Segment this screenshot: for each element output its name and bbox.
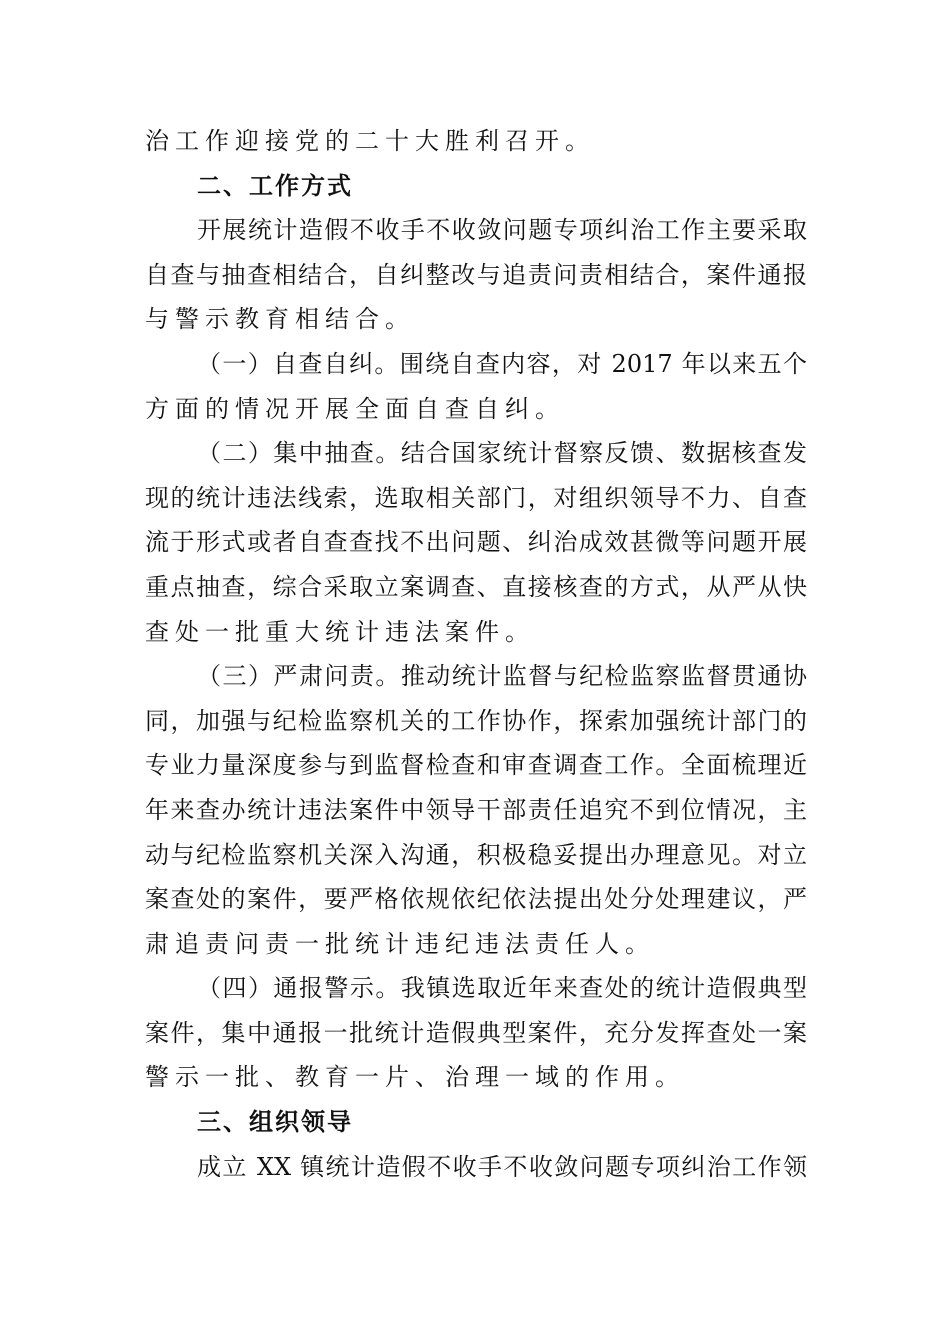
paragraph-line: 肃追责问责一批统计违纪违法责任人。 [145,929,655,958]
paragraph-line: 流于形式或者自查查找不出问题、纠治成效甚微等问题开展 [145,528,807,557]
paragraph-line: 自查与抽查相结合，自纠整改与追责问责相结合，案件通报 [145,260,807,289]
paragraph-line: 成立 XX 镇统计造假不收手不收敛问题专项纠治工作领 [197,1152,807,1181]
paragraph-line: 重点抽查，综合采取立案调查、直接核查的方式，从严从快 [145,572,807,601]
paragraph-line: 年来查办统计违法案件中领导干部责任追究不到位情况，主 [145,795,807,824]
paragraph-line: 治工作迎接党的二十大胜利召开。 [145,127,595,155]
paragraph-line: （三）严肃问责。推动统计监督与纪检监察监督贯通协 [197,662,807,691]
paragraph-line: 案查处的案件，要严格依规依纪依法提出处分处理建议，严 [145,885,807,914]
paragraph-line: 现的统计违法线索，选取相关部门，对组织领导不力、自查 [145,483,807,512]
paragraph-line: 同，加强与纪检监察机关的工作协作，探索加强统计部门的 [145,706,807,735]
paragraph-line: 与警示教育相结合。 [145,305,415,334]
paragraph-line: （四）通报警示。我镇选取近年来查处的统计造假典型 [197,974,807,1003]
paragraph-line: （二）集中抽查。结合国家统计督察反馈、数据核查发 [197,439,807,468]
paragraph-line: 动与纪检监察机关深入沟通，积极稳妥提出办理意见。对立 [145,840,807,869]
paragraph-line: （一）自查自纠。围绕自查内容，对 2017 年以来五个 [197,349,807,378]
paragraph-line: 专业力量深度参与到监督检查和审查调查工作。全面梳理近 [145,751,807,780]
section-heading: 二、工作方式 [197,171,353,200]
paragraph-line: 警示一批、教育一片、治理一域的作用。 [145,1063,685,1092]
paragraph-line: 开展统计造假不收手不收敛问题专项纠治工作主要采取 [197,216,807,245]
paragraph-line: 案件，集中通报一批统计造假典型案件，充分发挥查处一案 [145,1018,807,1047]
document-page [145,119,807,1189]
paragraph-line: 查处一批重大统计违法案件。 [145,617,535,646]
paragraph-line: 方面的情况开展全面自查自纠。 [145,394,565,423]
section-heading: 三、组织领导 [197,1108,353,1137]
